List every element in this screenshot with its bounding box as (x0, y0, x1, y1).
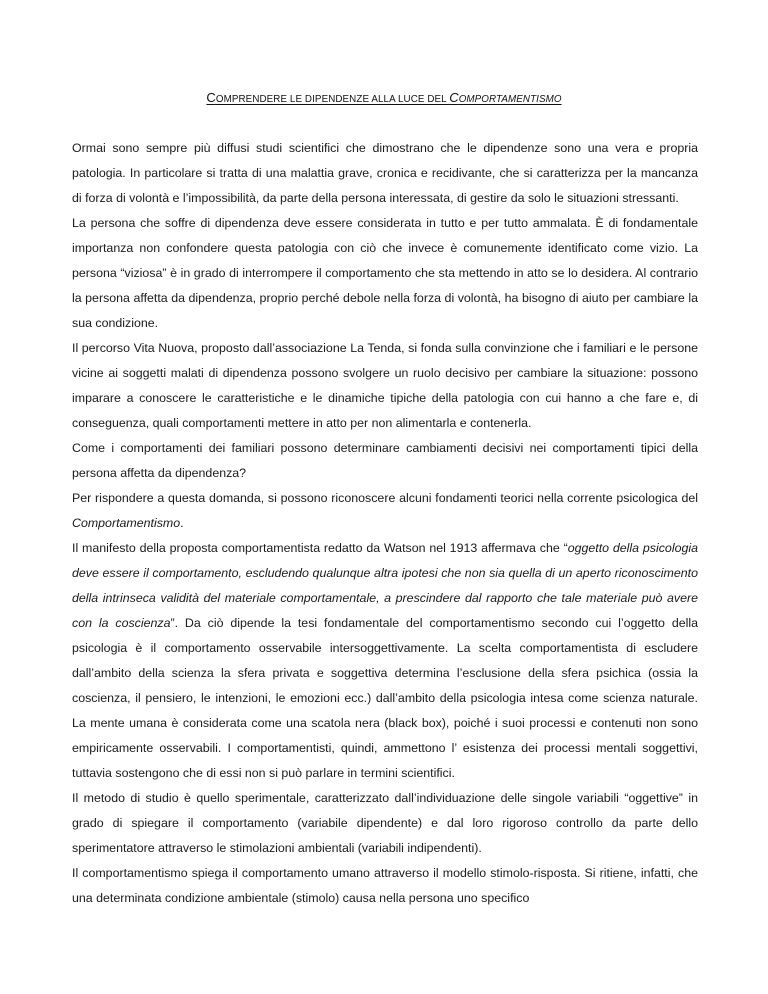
paragraph-3: Il percorso Vita Nuova, proposto dall’associazione La Tenda, si fonda sulla convinzione che i familiari e le persone vicine ai soggetti malati di dipendenza possono svolgere un ruolo decisivo per cambiare la situazione: possono imparare a conoscere le caratteristiche e le dinamiche tipiche della patologia con cui hanno a che fare e, di conseguenza, quali comportamenti mettere in atto per non alimentarla e contenerla. (72, 341, 698, 430)
paragraph-8: Il comportamentismo spiega il comportamento umano attraverso il modello stimolo-risposta. Si ritiene, infatti, che una determinata condizione ambientale (stimolo) causa nella persona uno specifico (72, 866, 698, 905)
title-part-2: OMPORTAMENTISMO (458, 94, 562, 105)
title-part-1: OMPRENDERE LE DIPENDENZE ALLA LUCE DEL (215, 94, 450, 105)
paragraph-5-end: . (180, 516, 184, 530)
title-underline (206, 91, 561, 105)
paragraph-2: La persona che soffre di dipendenza deve essere considerata in tutto e per tutto ammalata. È di fondamentale importanza non confondere questa patologia con ciò che invece è comunemente identificato come vizio. La persona “viziosa” è in grado di interrompere il comportamento che sta mettendo in atto se lo desidera. Al contrario la persona affetta da dipendenza, proprio perché debole nella forza di volontà, ha bisogno di aiuto per cambiare la sua condizione. (72, 216, 698, 330)
paragraph-5 (72, 486, 698, 536)
paragraph-5-text: Per rispondere a questa domanda, si possono riconoscere alcuni fondamenti teorici nella corrente psicologica del (72, 491, 698, 505)
paragraph-4: Come i comportamenti dei familiari possono determinare cambiamenti decisivi nei comportamenti tipici della persona affetta da dipendenza? (72, 441, 698, 480)
paragraph-6 (72, 536, 698, 786)
title-initial-2: C (449, 90, 459, 105)
paragraph-6-quote: oggetto della psicologia deve essere il comportamento, escludendo qualunque altra ipotesi che non sia quella di un aperto riconoscimento della intrinseca validità del materiale comportamentale, a prescindere dal rapporto che tale materiale può avere con la coscienza (72, 541, 698, 630)
document-title (0, 90, 768, 105)
title-initial-1: C (206, 90, 216, 105)
paragraph-6-rest: ”. Da ciò dipende la tesi fondamentale del comportamentismo secondo cui l’oggetto della psicologia è il comportamento osservabile intersoggettivamente. La scelta comportamentista di escludere dall’ambito della scienza la sfera privata e soggettiva determina l’esclusione della sfera psichica (ossia la coscienza, il pensiero, le intenzioni, le emozioni ecc.) dall’ambito della psicologia intesa come scienza naturale. La mente umana è considerata come una scatola nera (black box), poiché i suoi processi e contenuti non sono empiricamente osservabili. I comportamentisti, quindi, ammettono l’ esistenza dei processi mentali soggettivi, tuttavia sostengono che di essi non si può parlare in termini scientifici. (72, 616, 698, 780)
paragraph-6-text: Il manifesto della proposta comportamentista redatto da Watson nel 1913 affermava che “ (72, 541, 568, 555)
paragraph-1: Ormai sono sempre più diffusi studi scientifici che dimostrano che le dipendenze sono una vera e propria patologia. In particolare si tratta di una malattia grave, cronica e recidivante, che si caratterizza per la mancanza di forza di volontà e l’impossibilità, da parte della persona interessata, di gestire da solo le situazioni stressanti. (72, 141, 698, 205)
paragraph-5-italic: Comportamentismo (72, 516, 181, 530)
document-body (72, 136, 698, 911)
paragraph-7: Il metodo di studio è quello sperimentale, caratterizzato dall’individuazione delle singole variabili “oggettive” in grado di spiegare il comportamento (variabile dipendente) e dal loro rigoroso controllo da parte dello sperimentatore attraverso le stimolazioni ambientali (variabili indipendenti). (72, 791, 698, 855)
